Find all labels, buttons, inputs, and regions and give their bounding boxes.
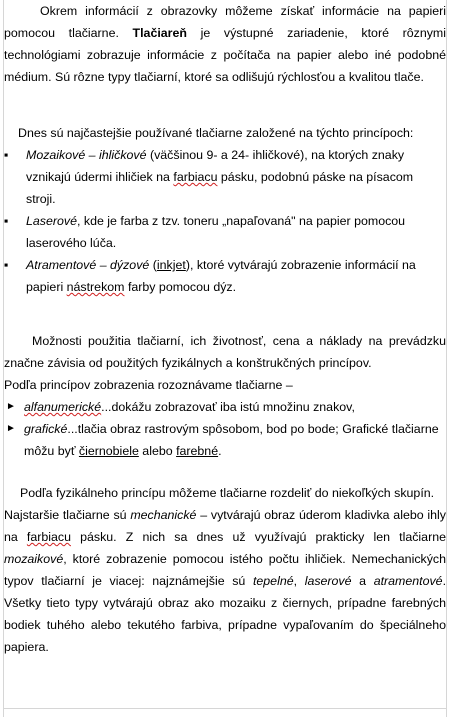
list-text: ), ktoré vytvárajú zobrazenie informácií na papieri [26,258,416,294]
paragraph-text: . Všetky tieto typy vytvárajú obraz ako mozaiku z čiernych, prípadne farebných bodiek tuhého alebo tekutého farbiva, prípadne vypaľovaním do špeciálneho papiera. [4,574,447,654]
paragraph-physical-principles: Podľa fyzikálneho princípu môžeme tlačiarne rozdeliť do niekoľkých skupín. [20,486,435,500]
list-item [4,210,446,254]
list-item [4,254,446,298]
italic-term: Mozaikové – ihličkové [26,148,147,162]
page-margin-right [446,0,447,717]
italic-term: Atramentové – dýzové [26,258,150,272]
italic-term: mechanické [130,508,197,522]
spellcheck-word: farbiacu [26,530,71,544]
paragraph-text: pásku. Z nich sa dnes už využívajú prakticky len tlačiarne [71,530,446,544]
underlined-word: čiernobiele [78,444,139,458]
list-item [4,144,446,210]
list-text: ( [149,258,157,272]
paragraph-display-principles: Podľa princípov zobrazenia rozoznávame tlačiarne – [4,378,293,392]
list-text: ...tlačia obraz rastrovým spôsobom, bod po bode; Grafické tlačiarne môžu byť [24,422,439,458]
list-item [4,418,446,462]
paragraph-text: – vytvárajú obraz úderom kladivka alebo ihly na [4,508,446,544]
list-text: pásku, podobnú páske na písacom stroji. [26,170,414,206]
paragraph-usage: Možnosti použitia tlačiarní, ich životnosť, cena a náklady na prevádzku značne závisia od použitých fyzikálnych a konštrukčných princípov. [4,334,446,370]
bullet-icon: ▪ [4,148,9,162]
list-text: . [218,444,222,458]
arrow-bullet-icon: ► [6,423,16,434]
paragraph-text: Najstaršie tlačiarne sú [4,508,131,522]
italic-term: laserové [304,574,352,588]
paragraph-text: Okrem informácií z obrazovky môžeme získať informácie na papieri pomocou tlačiarne. [4,4,446,40]
italic-term: alfanumerické [24,400,102,414]
paragraph-text: , ktoré zobrazenie pomocou istého počtu ihličiek. Nemechanických typov tlačiarní je viacej: najznámejšie sú [4,552,446,588]
italic-term: grafické [24,422,68,436]
underlined-word: farebné [176,444,219,458]
paragraph-text: je výstupné zariadenie, ktoré rôznymi technológiami zobrazuje informácie z počítača na papier alebo iné podobné médium. Sú rôzne typy tlačiarní, ktoré sa odlišujú rýchlosťou a kvalitou tlače. [4,26,446,84]
paragraph-principles-heading: Dnes sú najčastejšie používané tlačiarne založené na týchto princípoch: [18,126,414,140]
paragraph-printer-types [4,504,446,658]
spellcheck-word: inkjet [156,258,186,272]
paragraph-intro [4,0,446,88]
document-body[interactable] [4,0,446,658]
italic-term: mozaikové [4,552,64,566]
paragraph-text: , [293,574,305,588]
list-text: ...dokážu zobrazovať iba istú množinu znakov, [101,400,355,414]
list-text: alebo [138,444,177,458]
italic-term: tepelné [252,574,294,588]
bold-term: Tlačiareň [132,26,187,40]
italic-term: Laserové [26,214,77,228]
italic-term: atramentové [373,574,443,588]
spellcheck-word: farbiacu [173,170,218,184]
list-item [4,396,446,418]
arrow-bullet-icon: ► [6,401,16,412]
list-text: farby pomocou dýz. [124,280,237,294]
bullet-icon: ▪ [4,258,9,272]
list-text: (väčšinou 9- a 24- ihličkové), na ktorých znaky vznikajú údermi ihličiek na [26,148,405,184]
bullet-icon: ▪ [4,214,9,228]
page-margin-bottom [3,708,447,709]
spellcheck-word: nástrekom [66,280,125,294]
paragraph-text: a [351,574,374,588]
list-text: , kde je farba z tzv. toneru „napaľovaná" na papier pomocou laserového lúča. [26,214,406,250]
